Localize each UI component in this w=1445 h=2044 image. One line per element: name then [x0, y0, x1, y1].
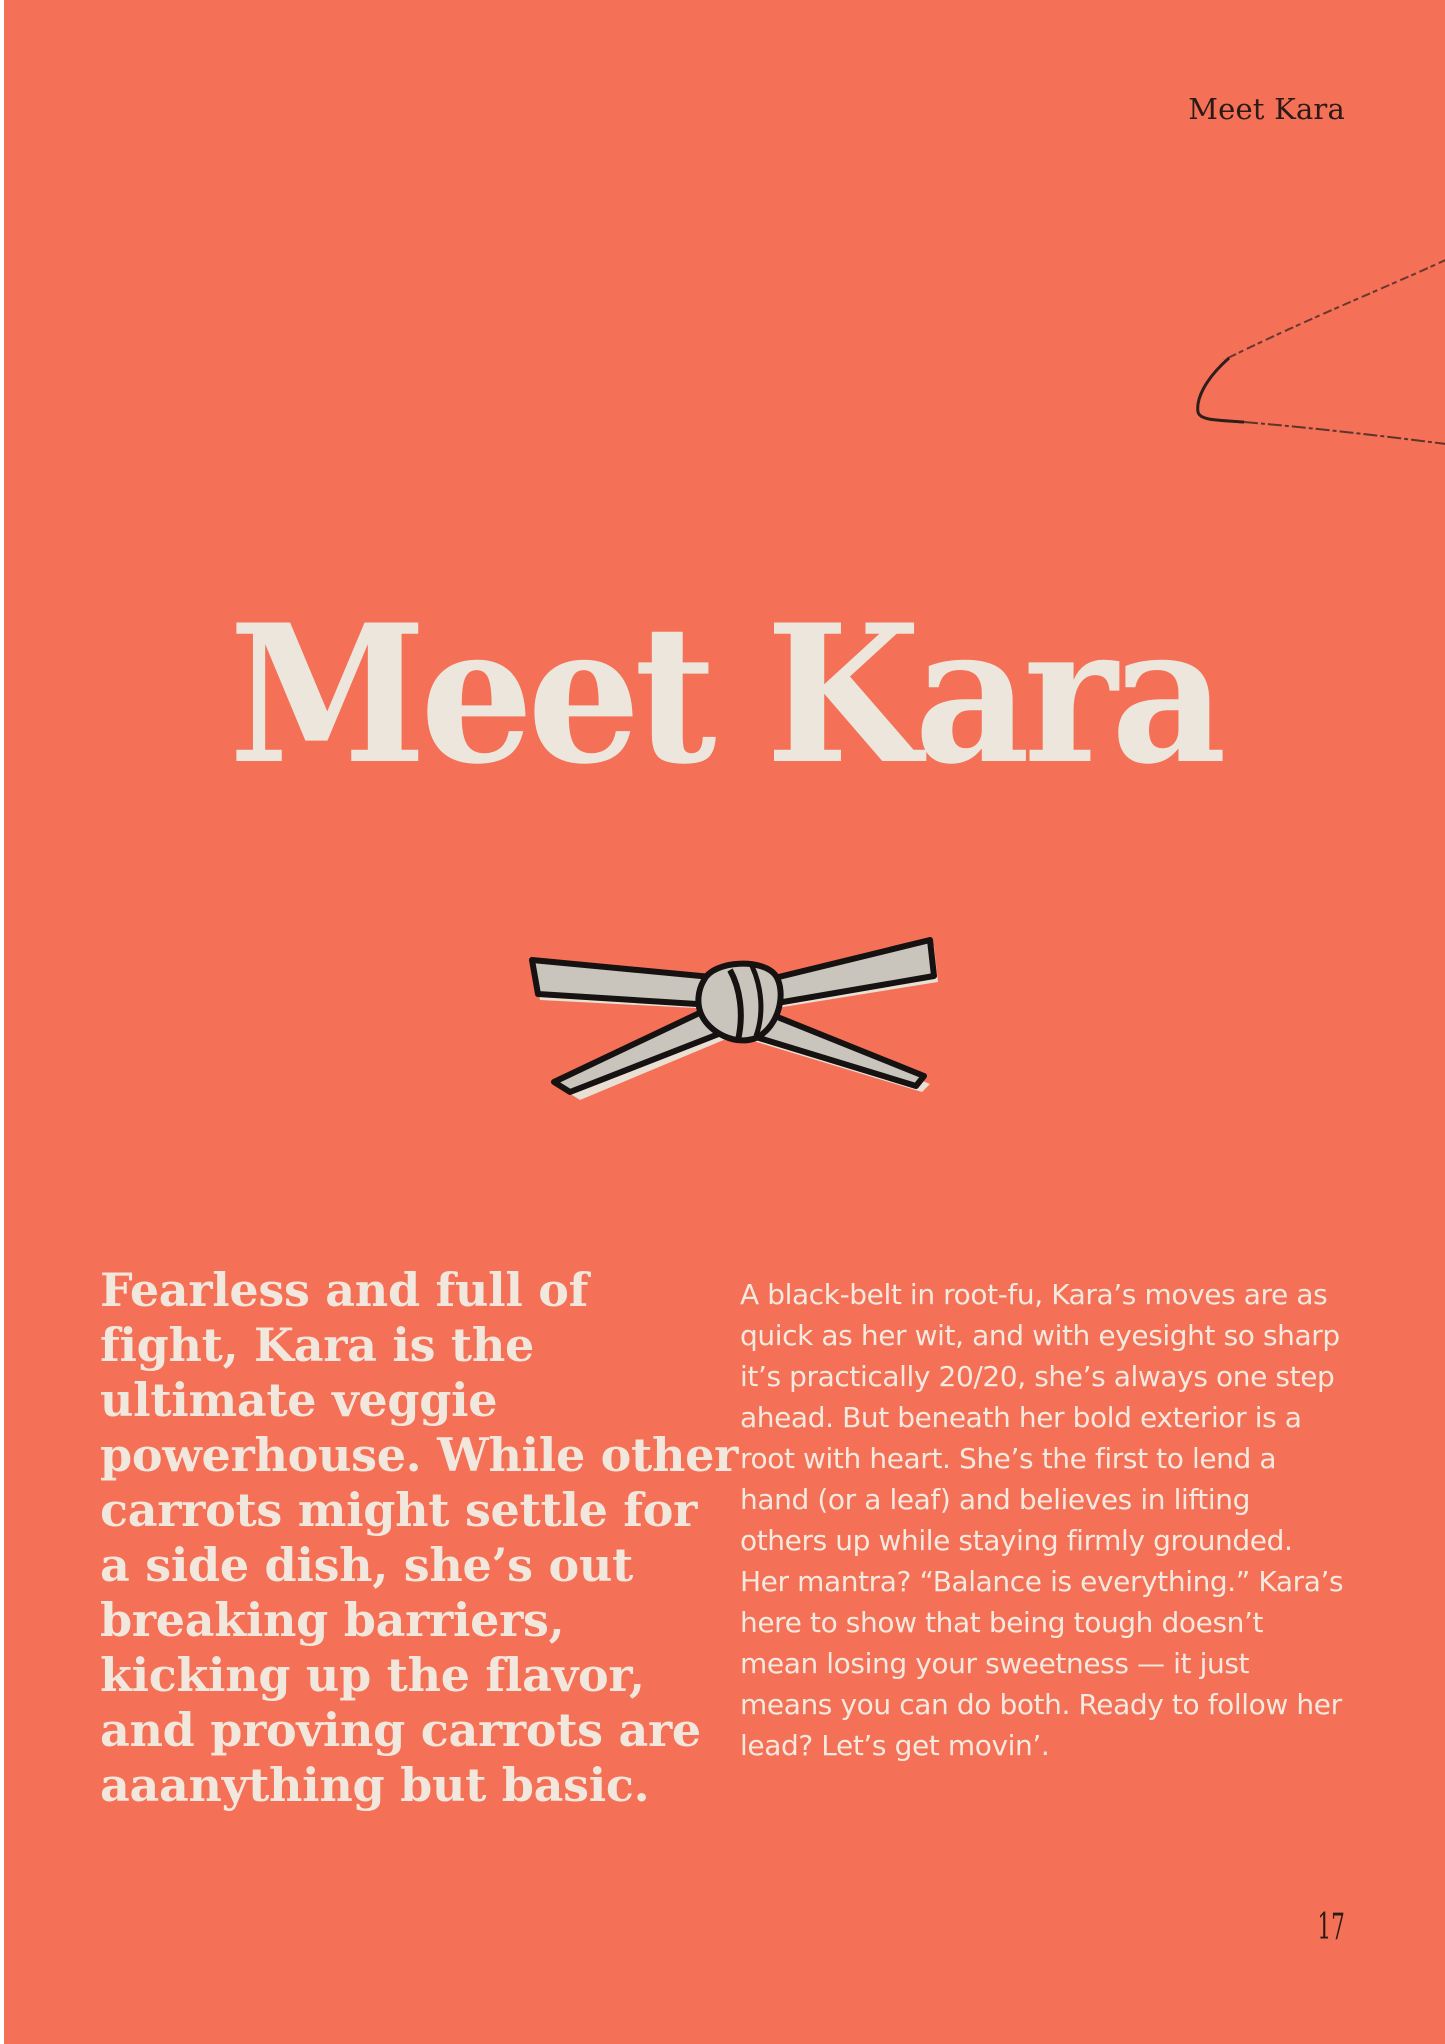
lead-paragraph: Fearless and full of fight, Kara is the ultimate veggie powerhouse. While other carrots might settle for a side dish, she’s out breaking barriers, kicking up the flavor, and proving carrots are aaanything but basic.	[100, 1263, 739, 1812]
page	[4, 0, 1445, 2044]
pencil-sketch-icon	[1154, 250, 1445, 460]
running-header: Meet Kara	[1188, 92, 1345, 126]
martial-arts-belt-icon	[524, 930, 944, 1100]
body-paragraph: A black-belt in root-fu, Kara’s moves are as quick as her wit, and with eyesight so sharp it’s practically 20/20, she’s always one step ahead. But beneath her bold exterior is a root with heart. She’s the first to lend a hand (or a leaf) and believes in lifting others up while staying firmly grounded. Her mantra? “Balance is everything.” Kara’s here to show that being tough doesn’t mean losing your sweetness — it just means you can do both. Ready to follow her lead? Let’s get movin’.	[740, 1278, 1344, 1762]
page-number: 17	[1317, 1907, 1345, 1948]
page-title: Meet Kara	[228, 583, 1221, 806]
